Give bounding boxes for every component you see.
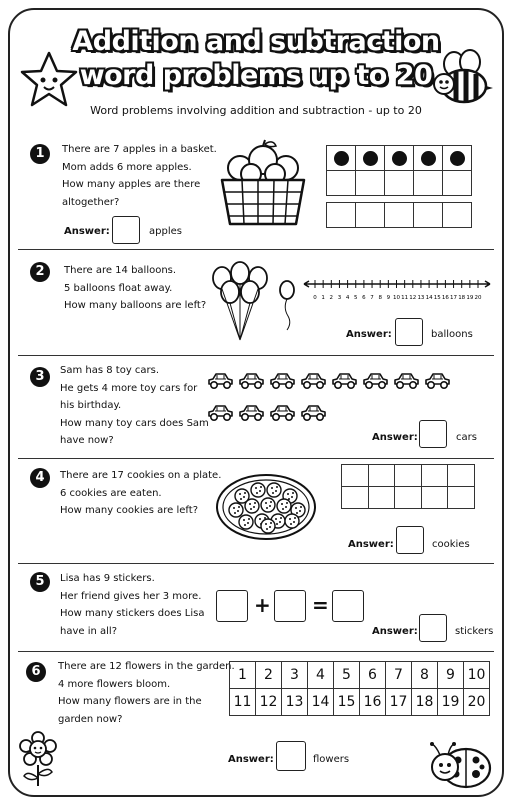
title-line-2: word problems up to 20 (79, 60, 433, 91)
number-line-label: 12 (409, 295, 417, 301)
answer-label-5: Answer: (372, 626, 418, 637)
cookie (277, 499, 291, 513)
number-chart-cell: 6 (360, 662, 386, 689)
answer-box-6[interactable] (276, 741, 306, 771)
problem-text-6: There are 12 flowers in the garden. 4 more flowers bloom. How many flowers are in the garden now? (58, 661, 235, 725)
number-chart (229, 661, 490, 716)
ten-frame-cell (327, 146, 356, 171)
answer-label-1: Answer: (64, 226, 110, 237)
ten-frame-cell (443, 146, 472, 171)
answer-box-5[interactable] (419, 614, 447, 642)
number-chart-cell: 18 (412, 689, 438, 716)
problem-number-5: 5 (30, 572, 50, 592)
number-chart-cell: 8 (412, 662, 438, 689)
twenty-frame (341, 464, 475, 509)
twenty-frame-cell (448, 487, 475, 509)
problem-text-2: There are 14 balloons. 5 balloons float away. How many balloons are left? (64, 265, 207, 311)
ten-frame-cell (385, 203, 414, 228)
number-line-label: 9 (386, 295, 391, 301)
balloon-icon (278, 280, 296, 330)
car-icon (206, 403, 234, 423)
number-chart-cell: 11 (230, 689, 256, 716)
number-line-label: 11 (401, 295, 409, 301)
cookie (261, 519, 275, 533)
ten-frame-cell (356, 146, 385, 171)
ten-frame-cell (414, 171, 443, 196)
number-chart-cell: 5 (334, 662, 360, 689)
twenty-frame-cell (395, 487, 422, 509)
ten-frame-cell (443, 203, 472, 228)
title-line-1: Addition and subtraction (72, 26, 440, 57)
number-chart-cell: 17 (386, 689, 412, 716)
answer-label-3: Answer: (372, 432, 418, 443)
number-chart-cell: 2 (256, 662, 282, 689)
cookie (285, 514, 299, 528)
answer-label-2: Answer: (346, 329, 392, 340)
cookie (267, 483, 281, 497)
ten-frame-cell (443, 171, 472, 196)
ten-frame-cell (414, 203, 443, 228)
number-line-label: 19 (466, 295, 474, 301)
divider-4 (18, 563, 494, 564)
number-line-label: 13 (417, 295, 425, 301)
number-line-label: 5 (354, 295, 358, 301)
number-chart-cell: 13 (282, 689, 308, 716)
cookie (239, 515, 253, 529)
problem-number-3: 3 (30, 367, 50, 387)
number-chart-cell: 9 (438, 662, 464, 689)
twenty-frame-cell (368, 465, 395, 487)
number-chart-cell: 20 (464, 689, 490, 716)
counter-dot (421, 151, 436, 166)
ten-frame-bottom (326, 202, 472, 228)
problem-text-5: Lisa has 9 stickers. Her friend gives her 3 more. How many stickers does Lisa have in all? (60, 573, 205, 637)
number-chart-cell: 7 (386, 662, 412, 689)
number-chart-cell: 4 (308, 662, 334, 689)
ladybug-icon (428, 740, 492, 790)
number-chart-cell: 15 (334, 689, 360, 716)
divider-2 (18, 355, 494, 356)
car-icon (423, 371, 451, 391)
cookie-plate-icon (216, 474, 316, 540)
number-chart-cell: 16 (360, 689, 386, 716)
ten-frame-cell (327, 203, 356, 228)
equation-box-1[interactable] (216, 590, 248, 622)
number-line-label: 8 (378, 295, 382, 301)
twenty-frame-cell (448, 465, 475, 487)
answer-label-6: Answer: (228, 754, 274, 765)
divider-1 (18, 249, 494, 250)
answer-box-1[interactable] (112, 216, 140, 244)
equals-sign: = (312, 593, 329, 617)
number-line-label: 15 (433, 295, 441, 301)
ten-frame-top (326, 145, 472, 196)
answer-unit-1: apples (149, 226, 182, 237)
problem-number-2: 2 (30, 262, 50, 282)
number-line-label: 7 (370, 295, 374, 301)
car-icon (392, 371, 420, 391)
number-line-label: 16 (441, 295, 449, 301)
car-icon (361, 371, 389, 391)
problem-number-1: 1 (30, 144, 50, 164)
number-line-label: 14 (425, 295, 433, 301)
car-icon (268, 371, 296, 391)
car-icon (237, 371, 265, 391)
equation-box-3[interactable] (332, 590, 364, 622)
ten-frame-cell (327, 171, 356, 196)
number-chart-cell: 14 (308, 689, 334, 716)
twenty-frame-cell (421, 465, 448, 487)
answer-unit-4: cookies (432, 539, 470, 550)
car-icon (299, 371, 327, 391)
answer-unit-3: cars (456, 432, 477, 443)
number-line-label: 2 (329, 295, 334, 301)
ten-frame-cell (356, 203, 385, 228)
ten-frame-cell (385, 146, 414, 171)
cookie (251, 483, 265, 497)
equation-box-2[interactable] (274, 590, 306, 622)
number-line-label: 6 (362, 295, 366, 301)
cookie (229, 503, 243, 517)
number-chart-cell: 1 (230, 662, 256, 689)
ten-frame-cell (356, 171, 385, 196)
car-icon (330, 371, 358, 391)
counter-dot (363, 151, 378, 166)
flower-icon (18, 732, 58, 788)
answer-unit-6: flowers (313, 754, 350, 765)
divider-5 (18, 651, 494, 652)
number-line-label: 3 (337, 295, 342, 301)
plus-sign: + (254, 593, 271, 617)
counter-dot (334, 151, 349, 166)
number-line-label: 0 (313, 295, 317, 301)
number-chart-cell: 19 (438, 689, 464, 716)
answer-box-3[interactable] (419, 420, 447, 448)
counter-dot (450, 151, 465, 166)
number-line (300, 276, 494, 306)
problem-number-4: 4 (30, 468, 50, 488)
problem-text-1: There are 7 apples in a basket. Mom adds 6 more apples. How many apples are there altogether? (62, 144, 217, 208)
apple-basket-icon (218, 140, 308, 228)
twenty-frame-cell (395, 465, 422, 487)
subtitle: Word problems involving addition and subtraction - up to 20 (90, 104, 422, 117)
answer-box-2[interactable] (395, 318, 423, 346)
cookie (245, 499, 259, 513)
answer-label-4: Answer: (348, 539, 394, 550)
number-line-label: 10 (393, 295, 400, 301)
number-line-label: 17 (450, 295, 458, 301)
problem-text-4: There are 17 cookies on a plate. 6 cookies are eaten. How many cookies are left? (60, 470, 222, 516)
answer-unit-2: balloons (431, 329, 473, 340)
answer-box-4[interactable] (396, 526, 424, 554)
ten-frame-cell (414, 146, 443, 171)
cookie (261, 498, 275, 512)
problem-text-3: Sam has 8 toy cars. He gets 4 more toy cars for his birthday. How many toy cars does Sam have now? (60, 365, 209, 446)
balloons-icon (208, 262, 274, 342)
twenty-frame-cell (342, 487, 369, 509)
twenty-frame-cell (421, 487, 448, 509)
divider-3 (18, 458, 494, 459)
car-icon (268, 403, 296, 423)
counter-dot (392, 151, 407, 166)
twenty-frame-cell (368, 487, 395, 509)
number-line-label: 1 (321, 295, 325, 301)
problem-number-6: 6 (26, 662, 46, 682)
number-line-label: 20 (474, 295, 482, 301)
ten-frame-cell (385, 171, 414, 196)
number-chart-cell: 12 (256, 689, 282, 716)
answer-unit-5: stickers (455, 626, 494, 637)
car-icon (206, 371, 234, 391)
twenty-frame-cell (342, 465, 369, 487)
number-line-label: 18 (458, 295, 466, 301)
number-line-label: 4 (345, 295, 350, 301)
number-chart-cell: 3 (282, 662, 308, 689)
car-icon (237, 403, 265, 423)
number-chart-cell: 10 (464, 662, 490, 689)
car-icon (299, 403, 327, 423)
